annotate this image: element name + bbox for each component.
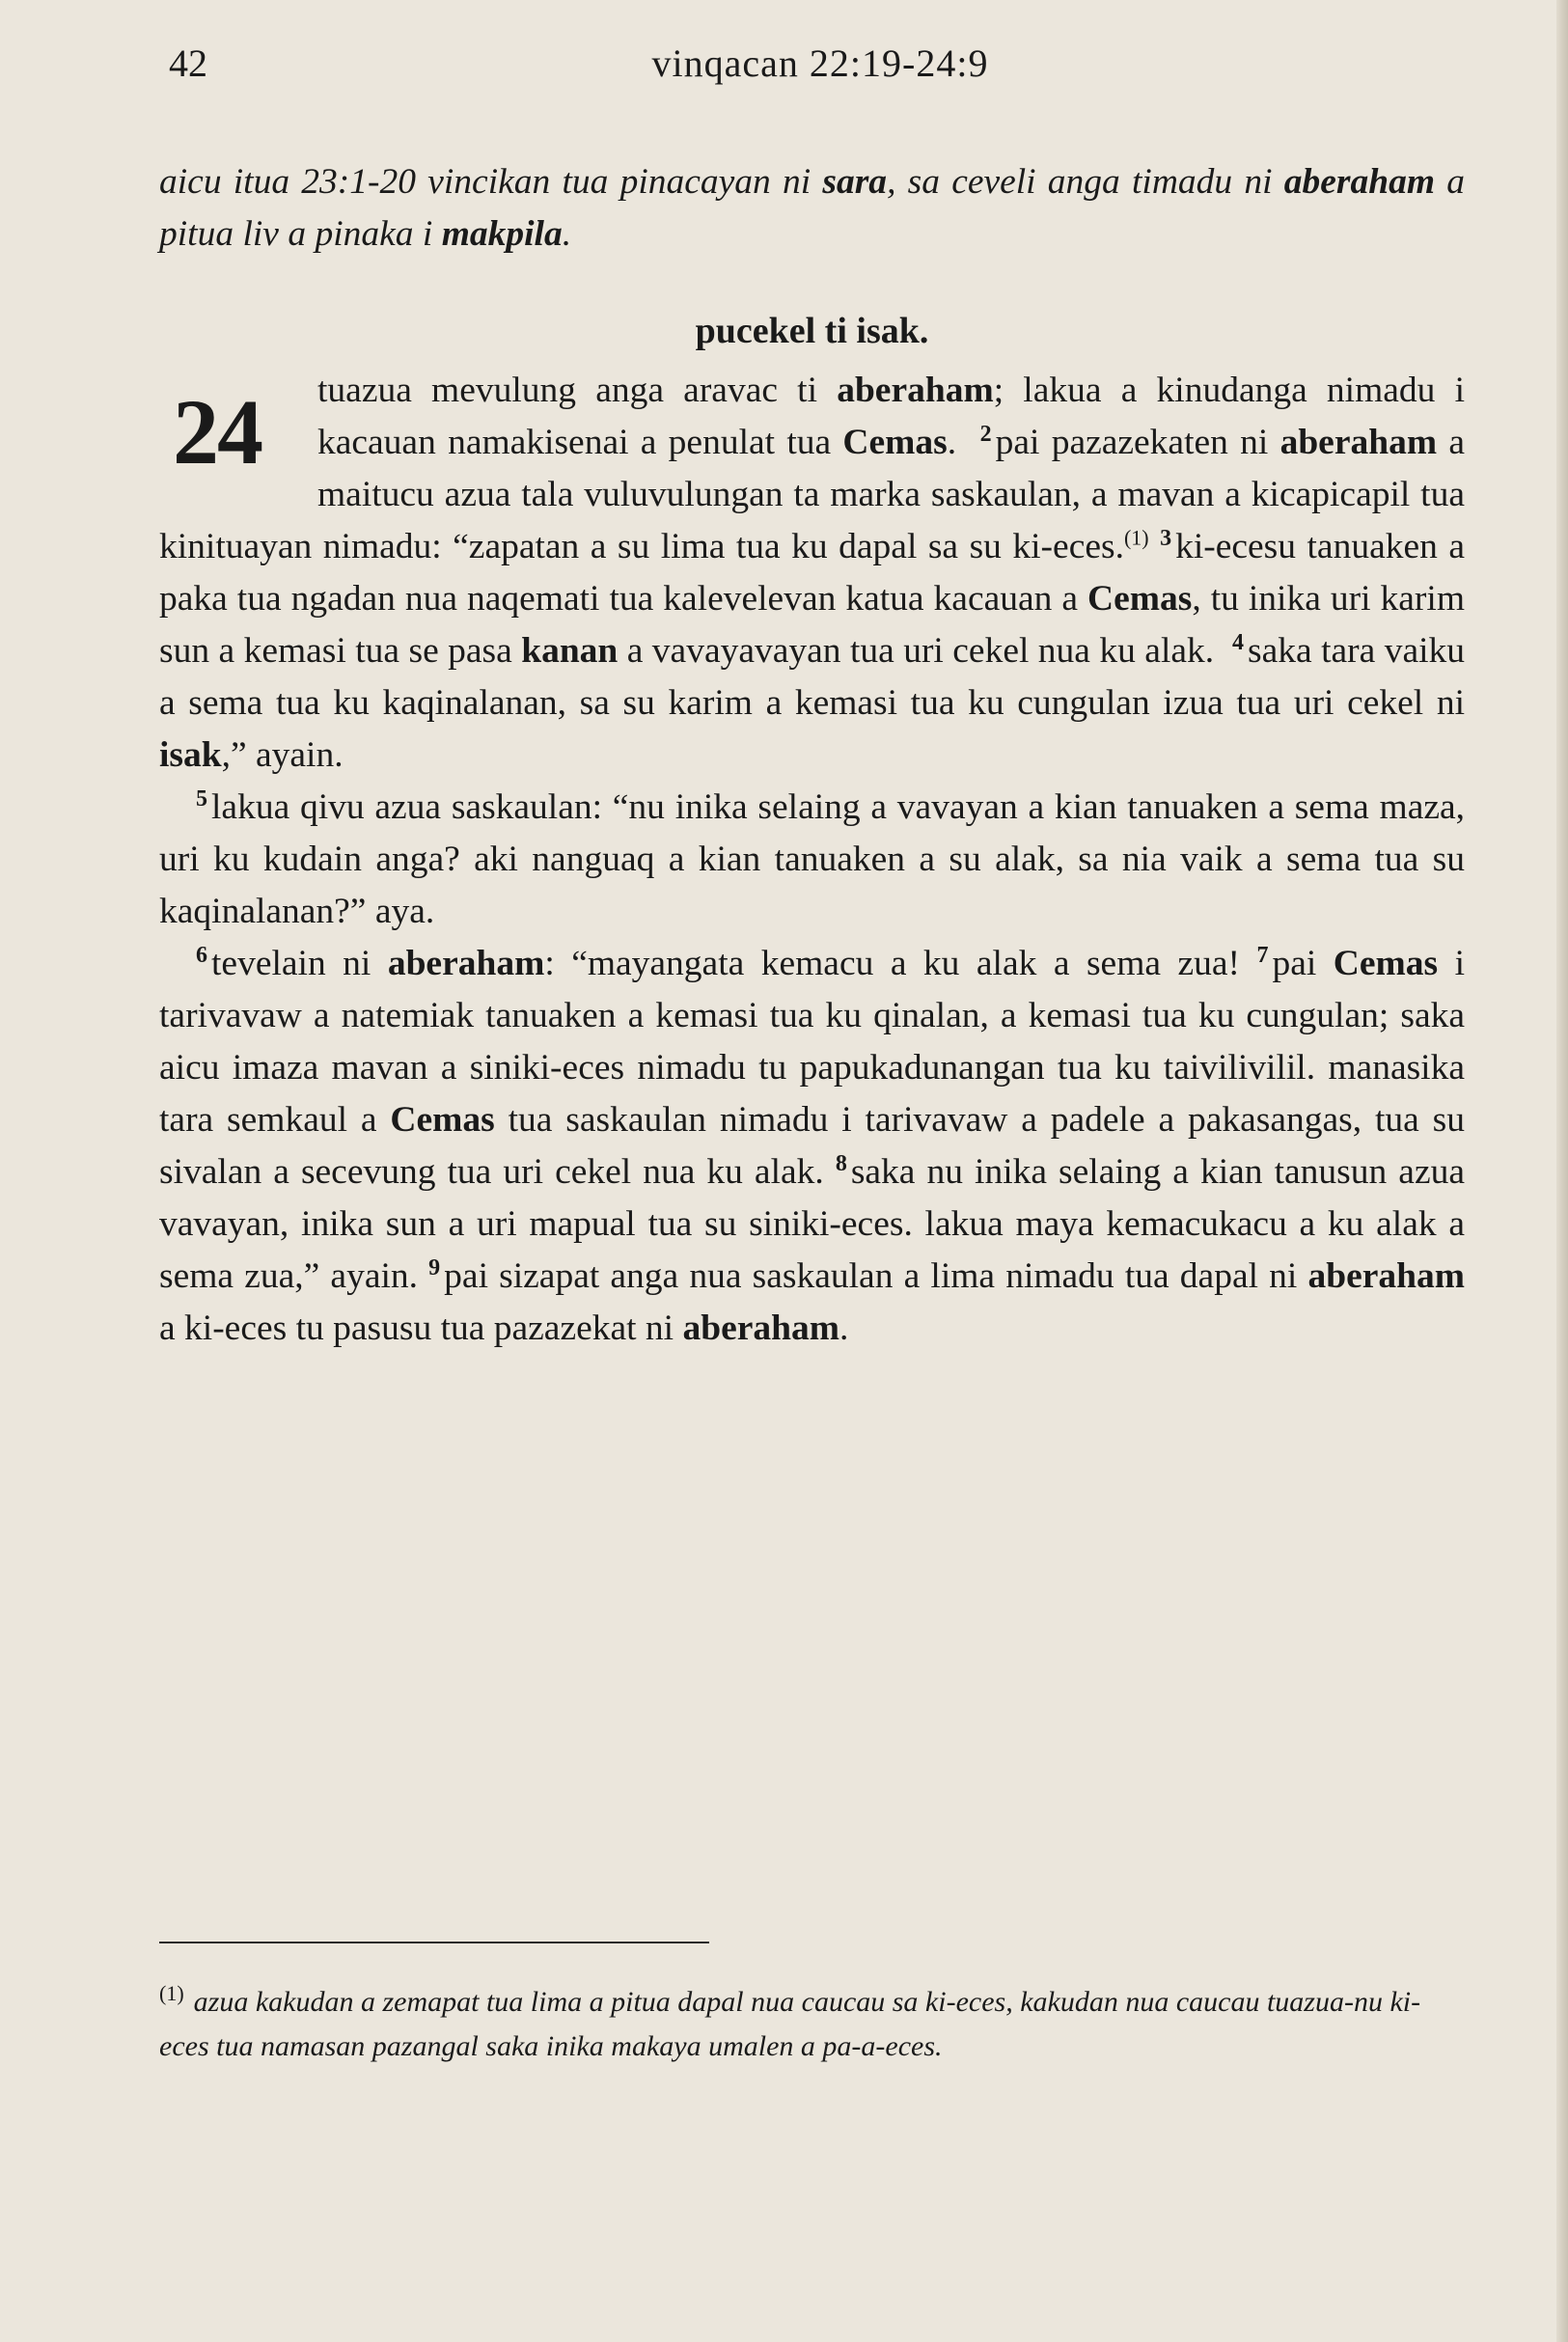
verse-5: [159, 782, 1465, 938]
verses-1-4: [159, 365, 1465, 782]
verse-name: Cemas: [390, 1100, 495, 1140]
verse-text: ,” ayain.: [221, 735, 344, 775]
intro-text: a pitua liv a pinaka i: [159, 162, 1465, 254]
verse-text: saka nu inika selaing a kian tanusun azua vavayan, inika sun a uri mapual tua su siniki-eces. lakua maya kemacukacu a ku alak a sema zua,” ayain.: [159, 1152, 1465, 1296]
chapter-number: 24: [173, 380, 261, 483]
verse-name: aberaham: [387, 944, 545, 983]
page-header: [169, 41, 1472, 98]
verse-text: tevelain ni: [211, 944, 388, 983]
running-head: vinqacan 22:19-24:9: [651, 41, 989, 85]
verse-number: 7: [1256, 942, 1269, 968]
verse-text: pai sizapat anga nua saskaulan a lima nimadu tua dapal ni: [444, 1256, 1308, 1296]
verse-name: aberaham: [682, 1309, 839, 1348]
verse-text: pai: [1272, 944, 1334, 983]
verse-number: 9: [428, 1254, 441, 1281]
intro-name: makpila: [441, 214, 563, 254]
verse-name: Cemas: [1333, 944, 1439, 983]
footnote-text: azua kakudan a zemapat tua lima a pitua dapal nua caucau sa ki-eces, kakudan nua caucau tuazua-nu ki-eces tua namasan pazangal saka inika makaya umalen a pa-a-eces.: [159, 1986, 1421, 2062]
verse-number: 4: [1232, 629, 1245, 655]
verse-text: tua saskaulan nimadu i tarivavaw a padele a pakasangas, tua su sivalan a secevung tua uri cekel nua ku alak.: [159, 1100, 1465, 1192]
intro-text: , sa ceveli anga timadu ni: [887, 162, 1284, 202]
verse-name: isak: [159, 735, 222, 775]
verse-text: a ki-eces tu pasusu tua pazazekat ni: [159, 1309, 683, 1348]
footnote-marker: (1): [159, 1981, 184, 2005]
verse-text: : “mayangata kemacu a ku alak a sema zua!: [544, 944, 1257, 983]
footnote-ref[interactable]: (1): [1123, 525, 1149, 550]
verse-text: ; lakua a kinudanga nimadu i kacauan namakisenai a penulat tua: [317, 371, 1465, 462]
verse-text: .: [947, 423, 957, 462]
intro-name: sara: [822, 162, 888, 202]
verse-number: 3: [1160, 525, 1172, 551]
verse-text: , tu inika uri karim sun a kemasi tua se pasa: [159, 579, 1465, 671]
verse-name: Cemas: [842, 423, 948, 462]
verse-name: kanan: [521, 631, 619, 671]
verse-text: saka tara vaiku a sema tua ku kaqinalanan, sa su karim a kemasi tua ku cungulan izua tua uri cekel ni: [159, 631, 1466, 723]
page-number: 42: [169, 41, 207, 85]
verse-text: .: [839, 1309, 849, 1348]
verse-number: 8: [835, 1150, 847, 1176]
intro-text: .: [562, 214, 572, 254]
verse-name: Cemas: [1087, 579, 1193, 619]
verse-text: a maitucu azua tala vuluvulungan ta marka saskaulan, a mavan a kicapicapil tua kinituayan nimadu: “zapatan a su lima tua ku dapal sa su ki-eces.: [159, 423, 1465, 566]
section-heading: pucekel ti isak.: [695, 311, 929, 351]
intro-name: aberaham: [1283, 162, 1436, 202]
verse-name: aberaham: [1307, 1256, 1465, 1296]
verse-number: 2: [979, 421, 992, 447]
page-edge: [1556, 0, 1568, 2342]
chapter-intro: [159, 156, 1465, 261]
main-text: [159, 156, 1465, 1355]
intro-text: aicu itua 23:1-20 vincikan tua pinacayan ni: [159, 162, 823, 202]
verse-number: 6: [196, 942, 207, 968]
footnote-divider: [159, 1942, 709, 1943]
verse-text: i tarivavaw a natemiak tanuaken a kemasi tua ku qinalan, a kemasi tua ku cungulan; saka aicu imaza mavan a siniki-eces nimadu tu papukadunangan tua ku taivilivilil. manasika tara semkaul a: [159, 944, 1466, 1140]
verse-text: pai pazazekaten ni: [995, 423, 1280, 462]
verse-text: lakua qivu azua saskaulan: “nu inika selaing a vavayan a kian tanuaken a sema maza, uri ku kudain anga? aki nanguaq a kian tanuaken a su alak, sa nia vaik a sema tua su kaqinalanan?” aya.: [159, 787, 1465, 931]
verse-number: 5: [196, 785, 207, 812]
verse-name: aberaham: [1279, 423, 1438, 462]
verse-text: ki-ecesu tanuaken a paka tua ngadan nua naqemati tua kalevelevan katua kacauan a: [159, 527, 1465, 619]
footnote: [159, 1980, 1465, 2069]
verse-name: aberaham: [837, 371, 994, 410]
verse-text: a vavayavayan tua uri cekel nua ku alak.: [618, 631, 1215, 671]
verses-6-9: [159, 938, 1465, 1355]
verse-text: tuazua mevulung anga aravac ti: [317, 371, 838, 410]
